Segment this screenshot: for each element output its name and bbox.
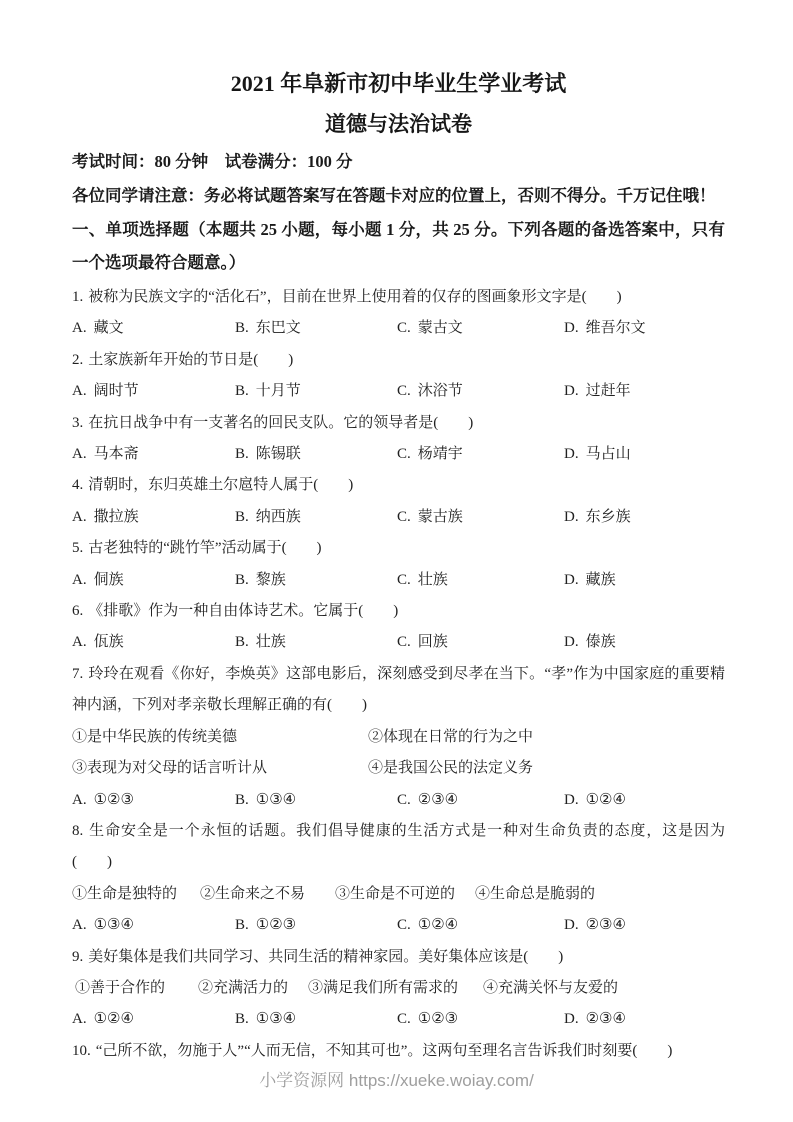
option-text: 阔时节 xyxy=(93,383,139,400)
question-2 xyxy=(72,345,725,408)
option-b xyxy=(235,376,397,407)
option-b xyxy=(235,1004,397,1035)
option-label: C. xyxy=(397,791,411,808)
option-b xyxy=(235,313,397,344)
option-text: 傣族 xyxy=(585,634,616,651)
option-text: ①②④ xyxy=(417,917,459,934)
question-10 xyxy=(72,1036,725,1067)
question-number: 7. xyxy=(72,665,84,682)
option-a xyxy=(72,376,235,407)
question-number: 9. xyxy=(72,948,84,965)
option-label: D. xyxy=(564,383,579,400)
question-number: 1. xyxy=(72,289,84,305)
option-d xyxy=(564,910,725,941)
option-label: B. xyxy=(235,791,249,808)
option-text: 蒙古文 xyxy=(417,320,463,337)
option-b xyxy=(235,439,397,470)
option-label: A. xyxy=(72,1011,87,1028)
option-text: 蒙古族 xyxy=(417,508,463,525)
option-c xyxy=(397,627,564,658)
question-number: 4. xyxy=(72,477,84,494)
question-text xyxy=(72,282,725,313)
statement-row xyxy=(72,973,725,1004)
question-body: 土家族新年开始的节日是( ) xyxy=(88,351,294,368)
question-number: 3. xyxy=(72,414,84,431)
option-label: C. xyxy=(397,917,411,934)
page-title: 2021 年阜新市初中毕业生学业考试 xyxy=(230,71,567,96)
statement-4: ④生命总是脆弱的 xyxy=(475,885,596,902)
option-label: B. xyxy=(235,383,249,400)
page-content xyxy=(72,70,725,1067)
option-label: A. xyxy=(72,383,87,400)
question-4 xyxy=(72,470,725,533)
question-text xyxy=(72,470,725,501)
option-c xyxy=(397,1004,564,1035)
option-text: 撒拉族 xyxy=(93,508,139,525)
option-b xyxy=(235,502,397,533)
question-number: 10. xyxy=(72,1042,91,1059)
option-b xyxy=(235,627,397,658)
option-row xyxy=(72,502,725,533)
option-label: D. xyxy=(564,446,579,463)
question-text xyxy=(72,1036,725,1067)
statement-row xyxy=(72,722,725,753)
option-text: 过赶年 xyxy=(585,383,631,400)
option-text: 沐浴节 xyxy=(417,383,463,400)
option-text: ①②④ xyxy=(585,791,626,808)
option-a xyxy=(72,565,235,596)
option-label: A. xyxy=(72,634,87,651)
option-row xyxy=(72,313,725,344)
question-7 xyxy=(72,659,725,816)
option-label: D. xyxy=(564,571,579,588)
option-row xyxy=(72,439,725,470)
option-label: B. xyxy=(235,508,249,525)
question-body: 古老独特的“跳竹竿”活动属于( ) xyxy=(88,540,322,557)
statement-4: ④是我国公民的法定义务 xyxy=(368,760,534,777)
exam-notice: 各位同学请注意：务必将试题答案写在答题卡对应的位置上，否则不得分。千万记住哦！ xyxy=(72,186,716,205)
option-text: 黎族 xyxy=(255,571,286,588)
option-a xyxy=(72,439,235,470)
option-text: 马占山 xyxy=(585,446,631,463)
option-label: A. xyxy=(72,446,87,463)
option-a xyxy=(72,1004,235,1035)
option-text: 马本斋 xyxy=(93,446,139,463)
option-b xyxy=(235,785,397,816)
option-text: ①②③ xyxy=(417,1011,459,1028)
option-d xyxy=(564,313,725,344)
question-body: 美好集体是我们共同学习、共同生活的精神家园。美好集体应该是( ) xyxy=(88,948,564,965)
option-row xyxy=(72,910,725,941)
option-text: 壮族 xyxy=(417,571,448,588)
statement-1: ①是中华民族的传统美德 xyxy=(72,728,238,745)
statement-1: ①生命是独特的 xyxy=(72,885,178,902)
option-label: A. xyxy=(72,791,87,808)
option-c xyxy=(397,785,564,816)
option-d xyxy=(564,565,725,596)
option-a xyxy=(72,627,235,658)
question-body: 清朝时，东归英雄土尔扈特人属于( ) xyxy=(88,477,354,494)
option-label: D. xyxy=(564,1011,579,1028)
option-text: 藏文 xyxy=(93,320,124,337)
statement-4: ④充满关怀与友爱的 xyxy=(483,979,619,996)
question-number: 6. xyxy=(72,603,84,620)
option-text: 十月节 xyxy=(255,383,301,400)
option-b xyxy=(235,565,397,596)
option-c xyxy=(397,439,564,470)
option-label: B. xyxy=(235,446,249,463)
option-text: ①②③ xyxy=(93,791,134,808)
question-6 xyxy=(72,596,725,659)
option-row xyxy=(72,785,725,816)
footer-watermark xyxy=(0,1066,793,1091)
option-label: D. xyxy=(564,917,579,934)
option-d xyxy=(564,627,725,658)
option-label: B. xyxy=(235,1011,249,1028)
option-a xyxy=(72,502,235,533)
option-text: ①②④ xyxy=(93,1011,134,1028)
question-3 xyxy=(72,408,725,471)
question-5 xyxy=(72,533,725,596)
option-b xyxy=(235,910,397,941)
option-d xyxy=(564,376,725,407)
option-text: 维吾尔文 xyxy=(585,320,646,337)
option-text: 纳西族 xyxy=(255,508,301,525)
option-label: B. xyxy=(235,320,249,337)
question-list xyxy=(72,282,725,1067)
question-9 xyxy=(72,942,725,1036)
statement-2: ②体现在日常的行为之中 xyxy=(368,728,534,745)
option-text: ②③④ xyxy=(585,917,626,934)
option-text: 东巴文 xyxy=(255,320,301,337)
option-c xyxy=(397,376,564,407)
option-a xyxy=(72,910,235,941)
statement-2: ②生命来之不易 xyxy=(200,885,306,902)
section-heading: 一、单项选择题（本题共 25 小题，每小题 1 分，共 25 分。下列各题的备选答案中，只有一个选项最符合题意。） xyxy=(72,220,725,272)
footer-site-name: 小学资源网 xyxy=(259,1071,345,1090)
question-text xyxy=(72,345,725,376)
question-text xyxy=(72,408,725,439)
option-text: 杨靖宇 xyxy=(417,446,463,463)
option-label: C. xyxy=(397,508,411,525)
question-text xyxy=(72,816,725,879)
question-text xyxy=(72,596,725,627)
exam-info: 考试时间：80 分钟 试卷满分：100 分 xyxy=(72,152,353,171)
question-body: 玲玲在观看《你好，李焕英》这部电影后，深刻感受到尽孝在当下。“孝”作为中国家庭的重要精神内涵，下列对孝亲敬长理解正确的有( ) xyxy=(72,665,725,714)
option-row xyxy=(72,1004,725,1035)
option-text: ①③④ xyxy=(93,917,134,934)
question-body: 被称为民族文字的“活化石”，目前在世界上使用着的仅存的图画象形文字是( ) xyxy=(88,289,622,305)
option-c xyxy=(397,313,564,344)
option-label: D. xyxy=(564,320,579,337)
option-a xyxy=(72,313,235,344)
option-c xyxy=(397,502,564,533)
option-label: B. xyxy=(235,917,249,934)
option-text: 回族 xyxy=(417,634,448,651)
statement-row xyxy=(72,879,725,910)
question-text xyxy=(72,659,725,722)
option-d xyxy=(564,502,725,533)
statement-3: ③生命是不可逆的 xyxy=(335,885,456,902)
footer-link[interactable]: https://xueke.woiay.com/ xyxy=(348,1071,534,1090)
option-text: 陈锡联 xyxy=(255,446,301,463)
option-text: ②③④ xyxy=(417,791,459,808)
option-label: C. xyxy=(397,571,411,588)
option-label: C. xyxy=(397,634,411,651)
question-number: 8. xyxy=(72,822,84,839)
statement-3: ③表现为对父母的话言听计从 xyxy=(72,760,268,777)
option-label: C. xyxy=(397,383,411,400)
option-text: ①③④ xyxy=(255,791,297,808)
question-body: 在抗日战争中有一支著名的回民支队。它的领导者是( ) xyxy=(88,414,474,431)
option-text: 壮族 xyxy=(255,634,286,651)
question-text xyxy=(72,942,725,973)
option-label: B. xyxy=(235,634,249,651)
option-text: ①②③ xyxy=(255,917,297,934)
option-text: 藏族 xyxy=(585,571,616,588)
option-label: C. xyxy=(397,320,411,337)
question-number: 5. xyxy=(72,540,84,557)
option-label: A. xyxy=(72,508,87,525)
option-d xyxy=(564,785,725,816)
option-text: ②③④ xyxy=(585,1011,626,1028)
statement-row xyxy=(72,753,725,784)
option-row xyxy=(72,627,725,658)
option-d xyxy=(564,1004,725,1035)
question-number: 2. xyxy=(72,351,84,368)
question-text xyxy=(72,533,725,564)
option-label: C. xyxy=(397,446,411,463)
option-text: 佤族 xyxy=(93,634,124,651)
option-text: ①③④ xyxy=(255,1011,297,1028)
page-subtitle: 道德与法治试卷 xyxy=(325,112,472,136)
option-label: A. xyxy=(72,320,87,337)
option-c xyxy=(397,910,564,941)
option-row xyxy=(72,376,725,407)
question-8 xyxy=(72,816,725,942)
option-a xyxy=(72,785,235,816)
option-label: D. xyxy=(564,508,579,525)
option-label: D. xyxy=(564,791,579,808)
statement-3: ③满足我们所有需求的 xyxy=(308,979,459,996)
option-label: D. xyxy=(564,634,579,651)
option-label: A. xyxy=(72,571,87,588)
option-text: 侗族 xyxy=(93,571,124,588)
option-label: C. xyxy=(397,1011,411,1028)
statement-2: ②充满活力的 xyxy=(198,979,289,996)
question-body: 生命安全是一个永恒的话题。我们倡导健康的生活方式是一种对生命负责的态度，这是因为( ) xyxy=(72,822,725,871)
statement-1: ①善于合作的 xyxy=(75,979,166,996)
option-row xyxy=(72,565,725,596)
option-label: B. xyxy=(235,571,249,588)
question-body: 《排歌》作为一种自由体诗艺术。它属于( ) xyxy=(88,603,399,620)
option-text: 东乡族 xyxy=(585,508,631,525)
option-d xyxy=(564,439,725,470)
option-c xyxy=(397,565,564,596)
question-1 xyxy=(72,282,725,345)
option-label: A. xyxy=(72,917,87,934)
question-body: “己所不欲，勿施于人”“人而无信，不知其可也”。这两句至理名言告诉我们时刻要( ) xyxy=(95,1042,673,1059)
